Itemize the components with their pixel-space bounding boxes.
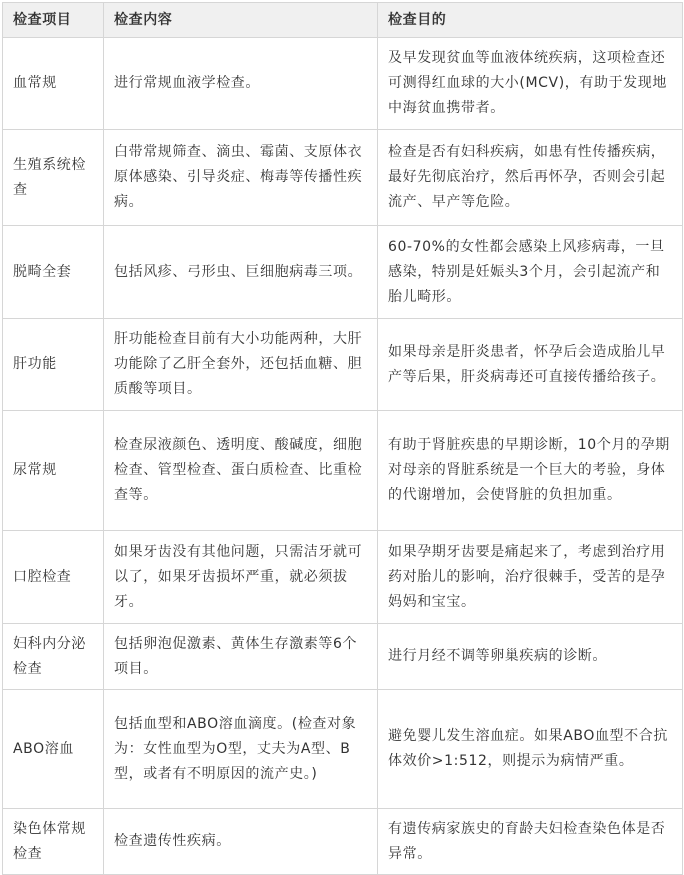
- table-row: [3, 411, 683, 531]
- header-item: 检查项目: [3, 3, 104, 38]
- cell-purpose: 有遗传病家族史的育龄夫妇检查染色体是否异常。: [378, 809, 683, 875]
- cell-purpose: 及早发现贫血等血液体统疾病，这项检查还可测得红血球的大小(MCV)，有助于发现地中海贫血携带者。: [378, 38, 683, 130]
- cell-content: 肝功能检查目前有大小功能两种，大肝功能除了乙肝全套外，还包括血糖、胆质酸等项目。: [104, 319, 378, 411]
- cell-purpose: 有助于肾脏疾患的早期诊断，10个月的孕期对母亲的肾脏系统是一个巨大的考验，身体的代谢增加，会使肾脏的负担加重。: [378, 411, 683, 531]
- cell-purpose: 60-70%的女性都会感染上风疹病毒，一旦感染，特别是妊娠头3个月，会引起流产和胎儿畸形。: [378, 226, 683, 319]
- table-row: [3, 319, 683, 411]
- header-purpose: 检查目的: [378, 3, 683, 38]
- cell-item: 肝功能: [3, 319, 104, 411]
- cell-item: 血常规: [3, 38, 104, 130]
- cell-item: 生殖系统检查: [3, 130, 104, 226]
- cell-content: 检查尿液颜色、透明度、酸碱度，细胞检查、管型检查、蛋白质检查、比重检查等。: [104, 411, 378, 531]
- cell-content: 进行常规血液学检查。: [104, 38, 378, 130]
- cell-content: 包括卵泡促激素、黄体生存激素等6个项目。: [104, 624, 378, 690]
- exam-table-container: [2, 2, 682, 875]
- cell-item: ABO溶血: [3, 690, 104, 809]
- cell-purpose: 进行月经不调等卵巢疾病的诊断。: [378, 624, 683, 690]
- cell-purpose: 检查是否有妇科疾病，如患有性传播疾病，最好先彻底治疗，然后再怀孕，否则会引起流产、早产等危险。: [378, 130, 683, 226]
- table-row: [3, 226, 683, 319]
- cell-item: 尿常规: [3, 411, 104, 531]
- table-row: [3, 690, 683, 809]
- table-row: [3, 624, 683, 690]
- table-row: [3, 809, 683, 875]
- cell-content: 包括风疹、弓形虫、巨细胞病毒三项。: [104, 226, 378, 319]
- cell-content: 检查遗传性疾病。: [104, 809, 378, 875]
- cell-purpose: 如果孕期牙齿要是痛起来了，考虑到治疗用药对胎儿的影响，治疗很棘手，受苦的是孕妈妈和宝宝。: [378, 531, 683, 624]
- table-row: [3, 130, 683, 226]
- table-row: [3, 38, 683, 130]
- cell-item: 妇科内分泌检查: [3, 624, 104, 690]
- cell-content: 白带常规筛查、滴虫、霉菌、支原体衣原体感染、引导炎症、梅毒等传播性疾病。: [104, 130, 378, 226]
- cell-purpose: 如果母亲是肝炎患者，怀孕后会造成胎儿早产等后果，肝炎病毒还可直接传播给孩子。: [378, 319, 683, 411]
- cell-item: 脱畸全套: [3, 226, 104, 319]
- cell-content: 如果牙齿没有其他问题，只需洁牙就可以了，如果牙齿损坏严重，就必须拔牙。: [104, 531, 378, 624]
- prenatal-exam-table: [2, 2, 683, 875]
- table-header-row: [3, 3, 683, 38]
- cell-purpose: 避免婴儿发生溶血症。如果ABO血型不合抗体效价>1:512，则提示为病情严重。: [378, 690, 683, 809]
- cell-item: 口腔检查: [3, 531, 104, 624]
- cell-content: 包括血型和ABO溶血滴度。(检查对象为：女性血型为O型，丈夫为A型、B型，或者有不明原因的流产史。): [104, 690, 378, 809]
- cell-item: 染色体常规检查: [3, 809, 104, 875]
- table-row: [3, 531, 683, 624]
- header-content: 检查内容: [104, 3, 378, 38]
